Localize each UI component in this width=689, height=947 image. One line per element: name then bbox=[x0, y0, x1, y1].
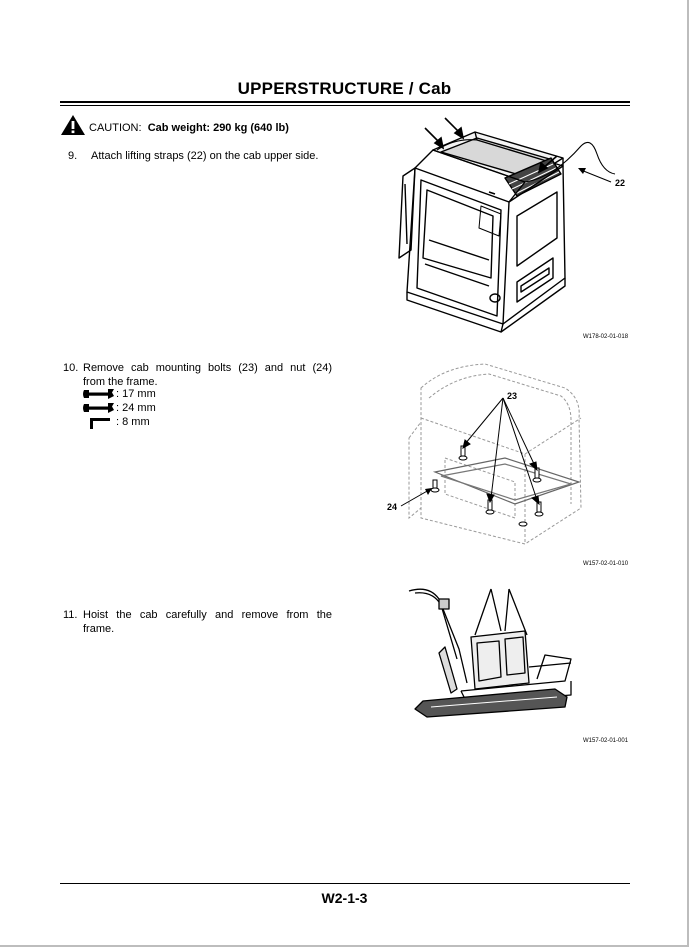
step-text-line2: from the frame. bbox=[83, 376, 158, 388]
step-number: 10. bbox=[63, 362, 79, 374]
caution-weight: Cab weight: 290 kg (640 lb) bbox=[147, 122, 289, 134]
page-title: UPPERSTRUCTURE / Cab bbox=[237, 79, 452, 98]
caution-text bbox=[89, 122, 289, 134]
open-wrench-icon bbox=[82, 388, 116, 400]
caution-label: CAUTION: bbox=[89, 122, 142, 134]
step-text: Attach lifting straps (22) on the cab upper side. bbox=[91, 150, 319, 162]
warning-triangle-icon bbox=[60, 114, 86, 136]
callout-22: 22 bbox=[615, 178, 626, 188]
step-number: 11. bbox=[63, 609, 78, 621]
tool-size: : 24 mm bbox=[116, 402, 156, 414]
header-rule-thin bbox=[60, 105, 630, 106]
step-text-line1: Remove cab mounting bolts (23) and nut (24) bbox=[83, 362, 332, 374]
step-11 bbox=[63, 608, 338, 636]
open-wrench-icon bbox=[82, 402, 116, 414]
step-text-line1: Hoist the cab carefully and remove from the bbox=[83, 609, 332, 621]
figure-cab-lifting-straps bbox=[385, 110, 635, 335]
hex-key-icon bbox=[82, 416, 116, 429]
figure-id: W157-02-01-010 bbox=[583, 561, 629, 567]
footer-rule bbox=[60, 883, 630, 884]
figure-hoist-cab bbox=[405, 585, 585, 725]
step-text-line2: frame. bbox=[83, 623, 115, 635]
tool-size: : 17 mm bbox=[116, 388, 156, 400]
figure-cab-mounting-bolts bbox=[385, 358, 635, 558]
figure-id: W157-02-01-001 bbox=[583, 738, 629, 744]
page-number: W2-1-3 bbox=[321, 890, 368, 906]
figure-id: W178-02-01-018 bbox=[583, 334, 629, 340]
step-10 bbox=[63, 361, 338, 389]
step-9 bbox=[68, 149, 338, 163]
callout-24: 24 bbox=[387, 502, 398, 512]
tool-size: : 8 mm bbox=[116, 416, 150, 428]
step-number: 9. bbox=[68, 150, 78, 162]
callout-23: 23 bbox=[507, 391, 518, 401]
header-rule bbox=[60, 101, 630, 103]
